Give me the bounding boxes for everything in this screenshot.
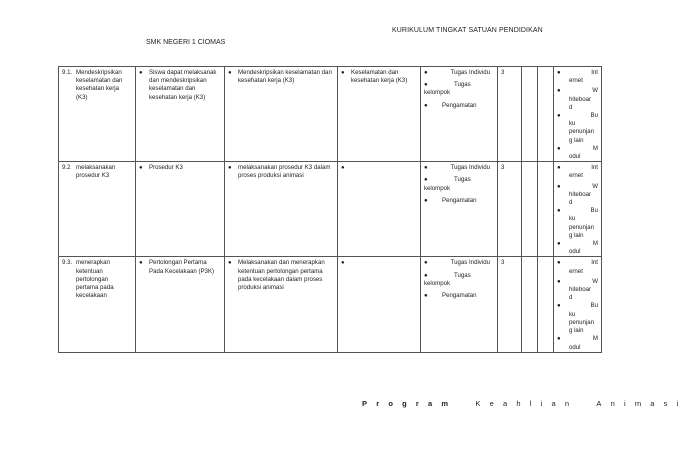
method-group-cont: kelompok — [424, 184, 451, 192]
competency-cell — [59, 257, 136, 352]
syllabus-table — [58, 66, 602, 353]
media-book: Bu — [590, 302, 598, 310]
method-cell — [421, 67, 498, 162]
time-value: 3 — [501, 69, 505, 76]
media-cell — [554, 162, 602, 257]
media-book-cont2: penunjan — [569, 318, 595, 326]
school-name: SMK NEGERI 1 CIOMAS — [146, 39, 226, 46]
bullet-icon: ● — [228, 165, 232, 172]
method-group: Tugas — [454, 271, 471, 279]
media-book-cont2: penunjan — [569, 223, 595, 231]
method-individual: Tugas Individu — [450, 69, 490, 76]
media-book-cont: ku — [569, 120, 576, 128]
empty-cell — [538, 257, 554, 352]
table-row — [59, 67, 602, 162]
table-row — [59, 162, 602, 257]
curriculum-title: KURIKULUM TINGKAT SATUAN PENDIDIKAN — [392, 27, 543, 34]
bullet-icon: ● — [557, 240, 561, 248]
bullet-icon: ● — [341, 165, 345, 172]
material-text: Keselamatan dan kesehatan kerja (K3) — [351, 69, 408, 85]
bullet-icon: ● — [424, 259, 428, 267]
bullet-icon: ● — [557, 182, 561, 190]
media-module: M — [592, 144, 598, 152]
time-cell — [498, 67, 522, 162]
indicator-cell — [136, 257, 225, 352]
media-book-cont3: g lain — [569, 327, 584, 335]
activity-text: Mendeskripsikan keselamatan dan kesehatan kerja (K3) — [238, 69, 332, 85]
method-cell — [421, 162, 498, 257]
media-book-cont2: penunjan — [569, 128, 595, 136]
footer-word-program: Program — [362, 399, 458, 408]
media-whiteboard-cont: hiteboar — [569, 190, 592, 198]
bullet-icon: ● — [424, 176, 428, 184]
bullet-icon: ● — [557, 259, 561, 267]
media-module-cont: odul — [569, 153, 581, 161]
time-cell — [498, 257, 522, 352]
bullet-icon: ● — [424, 81, 428, 89]
competency-number: 9.2 — [62, 164, 71, 172]
bullet-icon: ● — [424, 271, 428, 279]
competency-text: menerapkan ketentuan pertolongan pertama pada kecelakaan — [76, 259, 114, 300]
media-whiteboard-cont2: d — [569, 199, 573, 207]
media-book: Bu — [590, 112, 598, 120]
activity-text: Melaksanakan dan menerapkan ketentuan pertolongan pertama pada kecelakaan dalam proses produksi animasi — [238, 259, 325, 292]
activity-cell — [225, 257, 338, 352]
bullet-icon: ● — [424, 292, 428, 300]
material-cell — [338, 257, 421, 352]
competency-cell — [59, 67, 136, 162]
bullet-icon: ● — [557, 144, 561, 152]
media-internet-cont: ernet — [569, 267, 583, 275]
method-observe: Pengamatan — [442, 196, 477, 204]
media-whiteboard-cont2: d — [569, 294, 573, 302]
material-text — [351, 164, 417, 172]
bullet-icon: ● — [557, 207, 561, 215]
media-cell — [554, 67, 602, 162]
bullet-icon: ● — [557, 302, 561, 310]
bullet-icon: ● — [139, 260, 143, 267]
time-cell — [498, 162, 522, 257]
bullet-icon: ● — [139, 165, 143, 172]
indicator-text: Prosedur K3 — [149, 164, 183, 172]
footer-word-keahlian: Keahlian — [475, 399, 579, 408]
bullet-icon: ● — [557, 87, 561, 95]
method-cell — [421, 257, 498, 352]
bullet-icon: ● — [557, 335, 561, 343]
media-whiteboard: W — [592, 182, 598, 190]
material-cell — [338, 162, 421, 257]
method-observe: Pengamatan — [442, 101, 477, 109]
competency-text: melaksanakan prosedur K3 — [76, 164, 116, 180]
empty-cell — [522, 67, 538, 162]
time-value: 3 — [501, 164, 505, 172]
media-internet: Int — [591, 69, 598, 76]
bullet-icon: ● — [557, 164, 561, 172]
method-individual: Tugas Individu — [450, 164, 490, 172]
media-module-cont: odul — [569, 248, 581, 256]
media-module: M — [592, 335, 598, 343]
media-cell — [554, 257, 602, 352]
method-group-cont: kelompok — [424, 279, 451, 287]
bullet-icon: ● — [341, 260, 345, 267]
bullet-icon: ● — [139, 70, 143, 76]
media-whiteboard: W — [592, 87, 598, 95]
competency-number: 9.3. — [62, 259, 73, 267]
activity-cell — [225, 162, 338, 257]
empty-cell — [538, 162, 554, 257]
bullet-icon: ● — [424, 101, 428, 109]
media-whiteboard-cont2: d — [569, 103, 573, 111]
bullet-icon: ● — [424, 164, 428, 172]
bullet-icon: ● — [228, 70, 232, 76]
bullet-icon: ● — [228, 260, 232, 267]
competency-text: Mendeskripsikan keselamatan dan kesehatan kerja (K3) — [76, 69, 123, 101]
competency-number: 9.1. — [62, 69, 73, 76]
footer-word-animasi: Animasi — [596, 399, 688, 408]
indicator-text: Pertolongan Pertama Pada Kecelakaan (P3K) — [149, 259, 215, 275]
empty-cell — [522, 162, 538, 257]
media-book-cont: ku — [569, 215, 576, 223]
bullet-icon: ● — [341, 70, 345, 76]
media-whiteboard: W — [592, 277, 598, 285]
bullet-icon: ● — [557, 112, 561, 120]
bullet-icon: ● — [557, 277, 561, 285]
competency-cell — [59, 162, 136, 257]
media-book: Bu — [590, 207, 598, 215]
bullet-icon: ● — [557, 69, 561, 76]
method-group-cont: kelompok — [424, 89, 451, 97]
media-internet: Int — [591, 164, 598, 172]
method-observe: Pengamatan — [442, 292, 477, 300]
bullet-icon: ● — [424, 196, 428, 204]
empty-cell — [522, 257, 538, 352]
material-cell — [338, 67, 421, 162]
footer-program — [362, 399, 688, 408]
indicator-text: Siswa dapat melaksanak dan mendeskripsikan keselamatan dan kesehatan kerja (K3) — [149, 69, 217, 101]
time-value: 3 — [501, 259, 505, 267]
media-book-cont3: g lain — [569, 136, 584, 144]
media-whiteboard-cont: hiteboar — [569, 286, 592, 294]
material-text — [351, 259, 417, 267]
indicator-cell — [136, 67, 225, 162]
bullet-icon: ● — [424, 69, 428, 76]
media-internet: Int — [591, 259, 598, 267]
activity-cell — [225, 67, 338, 162]
media-internet-cont: ernet — [569, 77, 583, 85]
table-row — [59, 257, 602, 352]
method-individual: Tugas Individu — [450, 259, 490, 267]
media-whiteboard-cont: hiteboar — [569, 95, 592, 103]
media-book-cont3: g lain — [569, 231, 584, 239]
media-module: M — [592, 240, 598, 248]
media-module-cont: odul — [569, 343, 581, 351]
activity-text: melaksanakan prosedur K3 dalam proses produksi animasi — [238, 164, 331, 180]
empty-cell — [538, 67, 554, 162]
media-book-cont: ku — [569, 310, 576, 318]
indicator-cell — [136, 162, 225, 257]
method-group: Tugas — [454, 176, 471, 184]
media-internet-cont: ernet — [569, 172, 583, 180]
method-group: Tugas — [454, 81, 471, 89]
